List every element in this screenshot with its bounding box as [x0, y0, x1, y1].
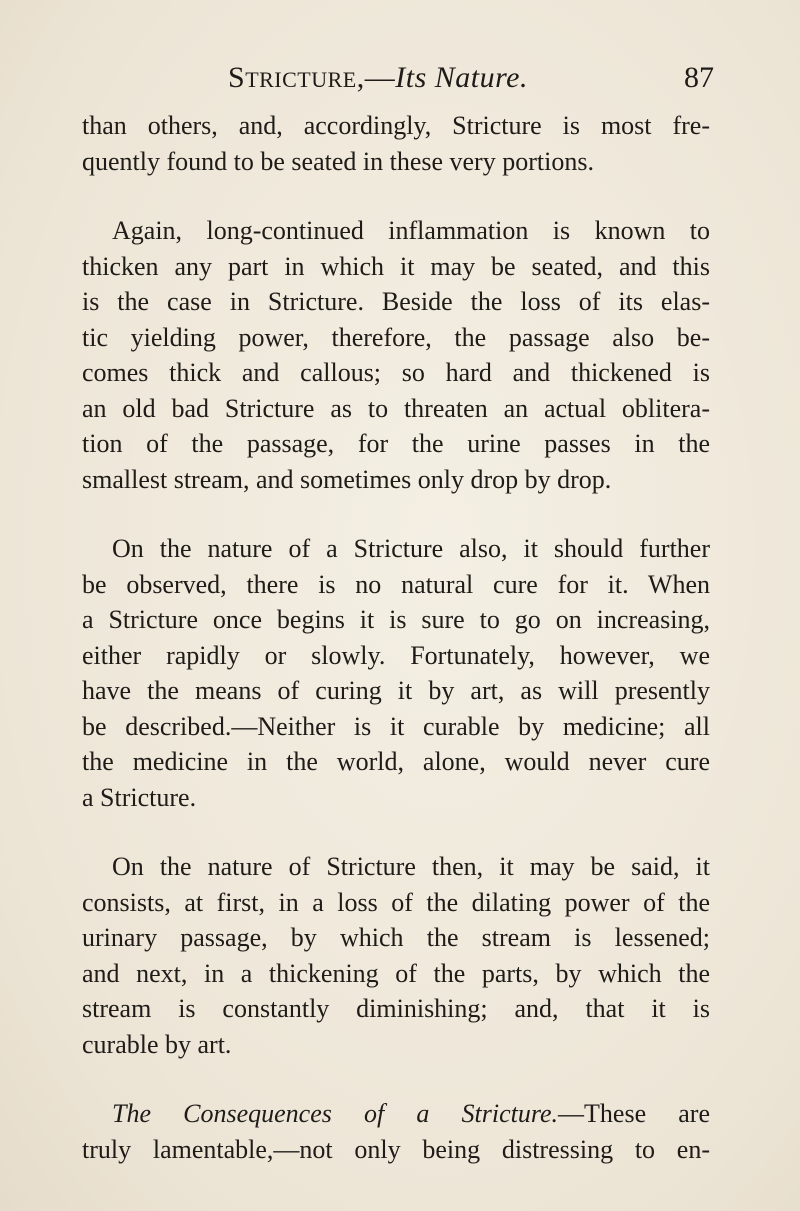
text-line: is the case in Stricture. Beside the loss of its elas- — [82, 287, 710, 316]
page-number: 87 — [684, 61, 714, 94]
text-line: smallest stream, and sometimes only drop by drop. — [82, 464, 612, 494]
text-line: quently found to be seated in these very portions. — [82, 146, 594, 176]
text-line: than others, and, accordingly, Stricture is most fre- — [82, 111, 710, 140]
text-line: curable by art. — [82, 1029, 232, 1059]
running-head-subtitle: Its Nature. — [395, 61, 528, 94]
body-text — [82, 108, 710, 1167]
text-line: either rapidly or slowly. Fortunately, however, we — [82, 640, 710, 670]
text-line — [82, 1096, 710, 1132]
text-line: a Stricture once begins it is sure to go on increasing, — [82, 605, 710, 634]
paragraph-5 — [82, 1096, 710, 1167]
text-line-continuation: —These are — [558, 1099, 711, 1128]
text-line: have the means of curing it by art, as will presently — [82, 676, 710, 705]
text-line: an old bad Stricture as to threaten an actual oblitera- — [82, 393, 710, 423]
text-line: consists, at first, in a loss of the dilating power of the — [82, 887, 710, 917]
text-line: tion of the passage, for the urine passes in the — [82, 429, 710, 458]
paragraph-2 — [82, 213, 710, 497]
text-line: urinary passage, by which the stream is lessened; — [82, 923, 710, 952]
text-line: be observed, there is no natural cure for it. When — [82, 569, 710, 599]
text-line: a Stricture. — [82, 782, 197, 812]
paragraph-3 — [82, 531, 710, 815]
section-heading-italic: The Consequences of a Stricture. — [112, 1099, 559, 1128]
text-line: thicken any part in which it may be seated, and this — [82, 251, 710, 281]
text-line: comes thick and callous; so hard and thickened is — [82, 358, 710, 387]
paragraph-4 — [82, 849, 710, 1062]
running-head-title-smallcaps: TRICTURE — [245, 67, 357, 92]
text-line: tic yielding power, therefore, the passage also be- — [82, 322, 710, 352]
text-line: On the nature of Stricture then, it may be said, it — [112, 852, 710, 881]
running-head — [0, 60, 800, 100]
text-line: truly lamentable,—not only being distressing to en- — [82, 1134, 710, 1164]
running-head-separator: ,— — [356, 61, 396, 94]
running-head-title — [228, 60, 528, 98]
paragraph-1 — [82, 108, 710, 179]
text-line: Again, long-continued inflammation is known to — [112, 216, 710, 245]
text-line: On the nature of a Stricture also, it should further — [112, 534, 710, 563]
text-line: stream is constantly diminishing; and, that it is — [82, 994, 710, 1023]
text-line: the medicine in the world, alone, would never cure — [82, 747, 710, 776]
text-line: and next, in a thickening of the parts, by which the — [82, 958, 710, 988]
running-head-title-initial: S — [228, 61, 246, 94]
text-line: be described.—Neither is it curable by medicine; all — [82, 711, 710, 741]
